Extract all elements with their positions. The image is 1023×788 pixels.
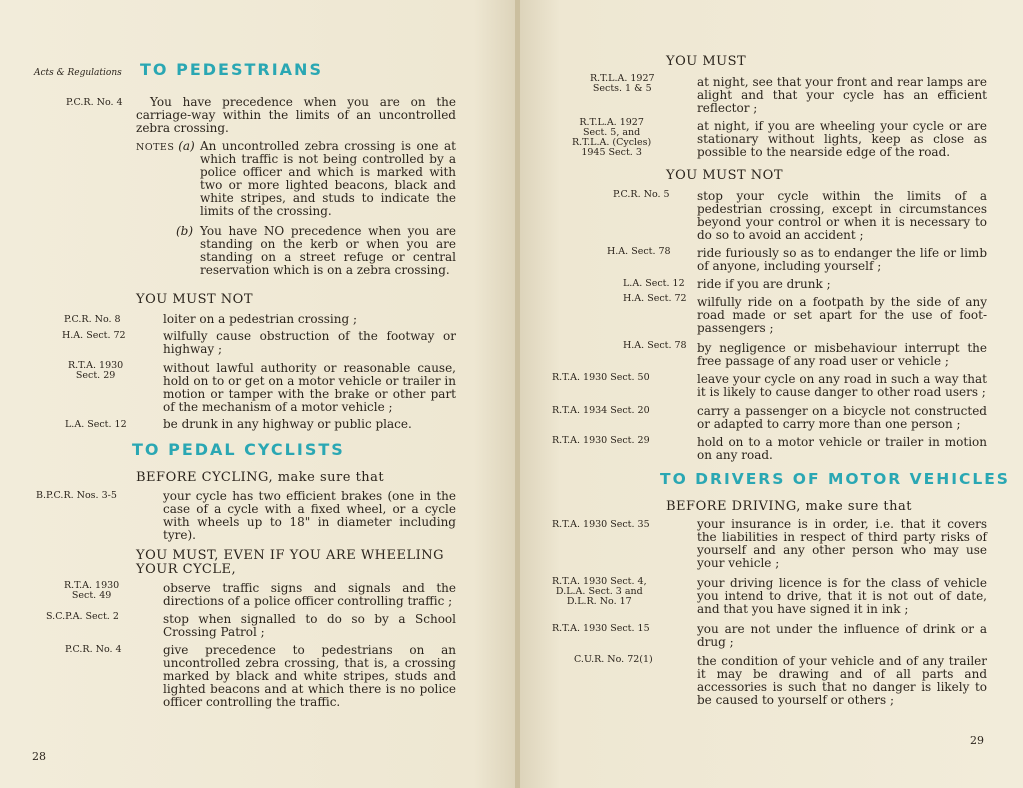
ref-pcr8: P.C.R. No. 8 — [64, 314, 121, 325]
ref-rta4: R.T.A. 1930 Sect. 4, D.L.A. Sect. 3 and D.L.R. No. 17 — [552, 576, 647, 607]
ref-rtla-1: R.T.L.A. 1927 Sects. 1 & 5 — [590, 73, 655, 94]
heading-drivers: TO DRIVERS OF MOTOR VEHICLES — [660, 470, 1010, 488]
must-not-right-2: ride furiously so as to endanger the life or limb of anyone, including yourself ; — [697, 246, 987, 273]
must-right-2: at night, if you are wheeling your cycle or are stationary without lights, keep as close as possible to the nearside edge of the road. — [697, 119, 987, 159]
ref-intro: P.C.R. No. 4 — [66, 97, 123, 108]
must-not-title-left: YOU MUST NOT — [136, 292, 254, 307]
ref-rta49: R.T.A. 1930 Sect. 49 — [64, 580, 120, 601]
must-even-3: give precedence to pedestrians on an uncontrolled zebra crossing, that is, a crossing marked by black and white stripes, studs and lighted beacons and at which there is no police officer controlling the traffic. — [163, 643, 456, 709]
ref-rta29-right: R.T.A. 1930 Sect. 29 — [552, 435, 650, 446]
before-driving-3: you are not under the influence of drink or a drug ; — [697, 622, 987, 649]
heading-cyclists: TO PEDAL CYCLISTS — [132, 440, 345, 459]
must-not-left-3: without lawful authority or reasonable cause, hold on to or get on a motor vehicle or trailer in motion or tamper with the brake or other part of the mechanism of a motor vehicle ; — [163, 361, 456, 414]
before-driving-1: your insurance is in order, i.e. that it covers the liabilities in respect of third party risks of yourself and any other person who may use your vehicle ; — [697, 517, 987, 570]
brakes-text: your cycle has two efficient brakes (one in the case of a cycle with a fixed wheel, or a cycle with wheels up to 18" in diameter including tyre). — [163, 489, 456, 542]
must-not-right-3: ride if you are drunk ; — [697, 277, 831, 291]
ref-rta50: R.T.A. 1930 Sect. 50 — [552, 372, 650, 383]
must-right-1: at night, see that your front and rear lamps are alight and that your cycle has an efficient reflector ; — [697, 75, 987, 115]
ref-rta15: R.T.A. 1930 Sect. 15 — [552, 623, 650, 634]
ref-cur72: C.U.R. No. 72(1) — [574, 654, 653, 665]
ref-pcr4b: P.C.R. No. 4 — [65, 644, 122, 655]
must-not-left-4: be drunk in any highway or public place. — [163, 417, 412, 431]
before-driving: BEFORE DRIVING, make sure that — [666, 499, 912, 514]
ref-rta35: R.T.A. 1930 Sect. 35 — [552, 519, 650, 530]
must-title-right: YOU MUST — [666, 54, 747, 69]
must-not-right-8: hold on to a motor vehicle or trailer in motion on any road. — [697, 435, 987, 462]
page-number-right: 29 — [970, 734, 984, 747]
ref-rta1934: R.T.A. 1934 Sect. 20 — [552, 405, 650, 416]
must-even-1: observe traffic signs and signals and the directions of a police officer controlling traffic ; — [163, 581, 456, 608]
ref-ha72: H.A. Sect. 72 — [62, 330, 126, 341]
ref-pcr5: P.C.R. No. 5 — [613, 189, 670, 200]
before-driving-4: the condition of your vehicle and of any trailer it may be drawing and of all parts and accessories is such that no danger is likely to be caused to yourself or others ; — [697, 654, 987, 707]
must-not-left-1: loiter on a pedestrian crossing ; — [163, 312, 358, 326]
ref-ha78a: H.A. Sect. 78 — [607, 246, 671, 257]
note-a-mark: (a) — [178, 139, 195, 153]
page-number-left: 28 — [32, 750, 46, 763]
ref-bpcr: B.P.C.R. Nos. 3-5 — [36, 490, 117, 501]
right-page — [520, 0, 1023, 788]
must-not-title-right: YOU MUST NOT — [666, 168, 784, 183]
ref-la12-right: L.A. Sect. 12 — [623, 278, 685, 289]
section-marker: Acts & Regulations — [34, 68, 122, 78]
ref-rta29: R.T.A. 1930 Sect. 29 — [68, 360, 124, 381]
note-b-mark: (b) — [176, 224, 194, 238]
ref-la12: L.A. Sect. 12 — [65, 419, 127, 430]
ref-ha72-right: H.A. Sect. 72 — [623, 293, 687, 304]
note-a-text: An uncontrolled zebra crossing is one at which traffic is not being controlled by a police officer and which is marked with two or more lighted beacons, black and white stripes, and studs to indicate the limits of the crossing. — [200, 139, 456, 218]
before-cycling: BEFORE CYCLING, make sure that — [136, 470, 385, 485]
note-b-text: You have NO precedence when you are standing on the kerb or when you are standing on a street refuge or central reservation which is on a zebra crossing. — [200, 224, 456, 277]
must-not-right-1: stop your cycle within the limits of a pedestrian crossing, except in circumstances beyond your control or when it is necessary to do so to avoid an accident ; — [697, 189, 987, 242]
must-not-right-6: leave your cycle on any road in such a way that it is likely to cause danger to other road users ; — [697, 372, 987, 399]
intro-text: You have precedence when you are on the carriage-way within the limits of an uncontrolled zebra crossing. — [136, 95, 456, 135]
before-driving-2: your driving licence is for the class of vehicle you intend to drive, that it is not out of date, and that you have signed it in ink ; — [697, 576, 987, 616]
must-not-right-4: wilfully ride on a footpath by the side of any road made or set apart for the use of foot-passengers ; — [697, 295, 987, 335]
must-not-left-2: wilfully cause obstruction of the footway or highway ; — [163, 329, 456, 356]
must-not-right-7: carry a passenger on a bicycle not constructed or adapted to carry more than one person ; — [697, 404, 987, 431]
must-not-right-5: by negligence or misbehaviour interrupt the free passage of any road user or vehicle ; — [697, 341, 987, 368]
ref-rtla-2: R.T.L.A. 1927 Sect. 5, and R.T.L.A. (Cycles) 1945 Sect. 3 — [572, 117, 652, 158]
must-even: YOU MUST, EVEN IF YOU ARE WHEELING YOUR CYCLE, — [136, 548, 445, 577]
heading-pedestrians: TO PEDESTRIANS — [140, 60, 323, 79]
must-even-2: stop when signalled to do so by a School Crossing Patrol ; — [163, 612, 456, 639]
ref-ha78b: H.A. Sect. 78 — [623, 340, 687, 351]
notes-label: NOTES — [136, 142, 175, 153]
ref-scpa: S.C.P.A. Sect. 2 — [46, 611, 119, 622]
